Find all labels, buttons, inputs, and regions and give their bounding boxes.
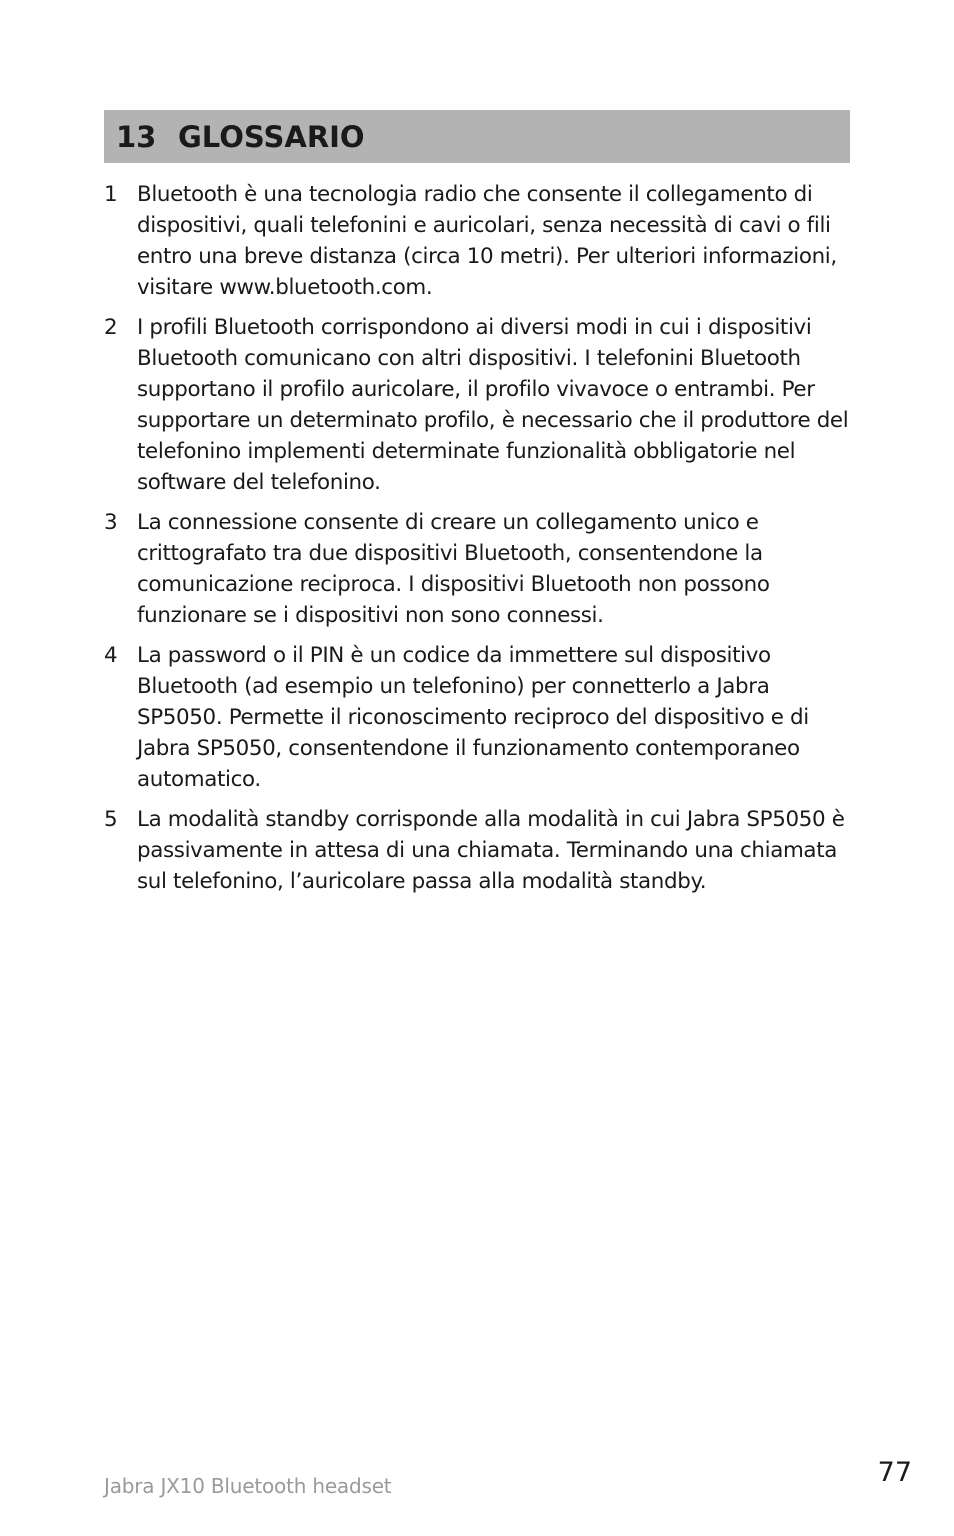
item-number: 5	[104, 807, 118, 832]
glossary-item-4	[104, 640, 852, 795]
item-number: 4	[104, 643, 118, 668]
glossary-item-3	[104, 507, 852, 631]
page-footer: Jabra JX10 Bluetooth headset	[104, 1474, 392, 1498]
section-title: GLOSSARIO	[178, 119, 365, 154]
section-header	[104, 110, 850, 163]
item-text: La password o il PIN è un codice da immettere sul dispositivo Bluetooth (ad esempio un telefonino) per connetterlo a Jabra SP5050. Permette il riconoscimento reciproco del dispositivo e di Jabra SP5050, consentendone il funzionamento contemporaneo automatico.	[137, 643, 809, 792]
glossary-item-1	[104, 179, 852, 303]
item-text: La connessione consente di creare un collegamento unico e crittografato tra due dispositivi Bluetooth, consentendone la comunicazione reciproca. I dispositivi Bluetooth non possono funzionare se i dispositivi non sono connessi.	[137, 510, 770, 628]
item-number: 1	[104, 182, 118, 207]
item-number: 2	[104, 315, 118, 340]
item-text: I profili Bluetooth corrispondono ai diversi modi in cui i dispositivi Bluetooth comunicano con altri dispositivi. I telefonini Bluetooth supportano il profilo auricolare, il profilo vivavoce o entrambi. Per supportare un determinato profilo, è necessario che il produttore del telefonino implementi determinate funzionalità obbligatorie nel software del telefonino.	[137, 315, 849, 495]
glossary-item-2	[104, 312, 852, 498]
glossary-list	[104, 179, 852, 906]
item-text: Bluetooth è una tecnologia radio che consente il collegamento di dispositivi, quali telefonini e auricolari, senza necessità di cavi o fili entro una breve distanza (circa 10 metri). Per ulteriori informazioni, visitare www.bluetooth.com.	[137, 182, 837, 300]
glossary-item-5	[104, 804, 852, 897]
item-number: 3	[104, 510, 118, 535]
page-number: 77	[877, 1457, 912, 1488]
section-number: 13	[116, 119, 157, 154]
item-text: La modalità standby corrisponde alla modalità in cui Jabra SP5050 è passivamente in attesa di una chiamata. Terminando una chiamata sul telefonino, l’auricolare passa alla modalità standby.	[137, 807, 845, 894]
